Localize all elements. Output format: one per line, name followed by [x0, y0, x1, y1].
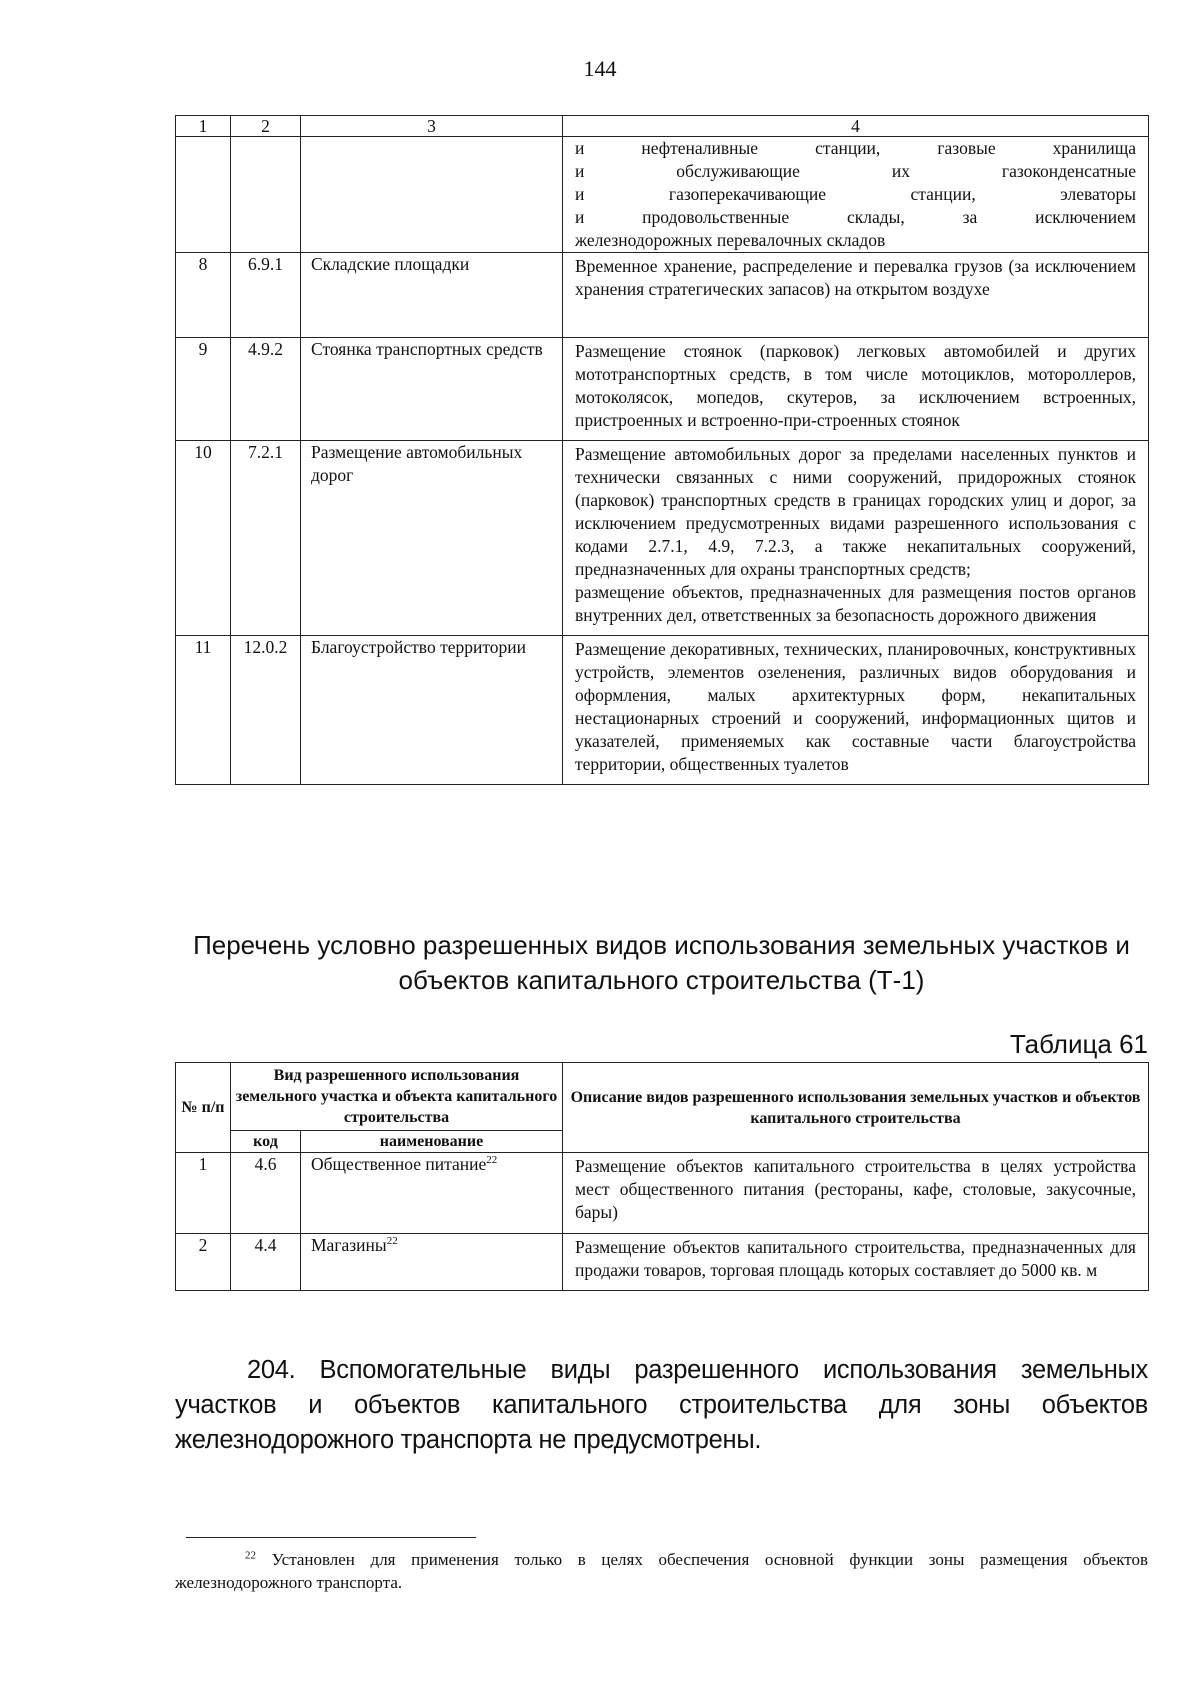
use-description: Размещение декоративных, технических, планировочных, конструктивных устройств, элементов озеленения, различных видов оборудования и оформления, малых архитектурных форм, некапитальных нестационарных строений и сооружений, информационных щитов и указателей, применяемых как составные части благоустройства территории, общественных туалетов: [563, 636, 1149, 785]
column-number: 1: [176, 116, 231, 137]
use-description: [563, 137, 1149, 253]
use-description: [563, 441, 1149, 636]
column-number: 3: [301, 116, 563, 137]
table-row: [176, 253, 1149, 338]
use-name: Складские площадки: [301, 253, 563, 338]
use-code: 12.0.2: [231, 636, 301, 785]
description-paragraph: Размещение автомобильных дорог за пределами населенных пунктов и технически связанных с ними сооружений, придорожных стоянок (парковок) транспортных средств в границах городских улиц и дорог, за исключением предусмотренных видами разрешенного использования с кодами 2.7.1, 4.9, 7.2.3, а также некапитальных сооружений, предназначенных для охраны транспортных средств;: [575, 444, 1136, 579]
header-description: Описание видов разрешенного использования земельных участков и объектов капитального строительства: [563, 1063, 1149, 1153]
use-name: [301, 137, 563, 253]
table-row: [176, 137, 1149, 253]
conditional-uses-table: [175, 1062, 1149, 1291]
use-code: 4.6: [231, 1153, 301, 1234]
header-code: код: [231, 1131, 301, 1153]
header-name: наименование: [301, 1131, 563, 1153]
table-row: [176, 636, 1149, 785]
use-description: Размещение объектов капитального строительства в целях устройства мест общественного питания (рестораны, кафе, столовые, закусочные, бары): [563, 1153, 1149, 1234]
description-line: и газоперекачивающие станции, элеваторы: [575, 184, 1136, 204]
description-line: и продовольственные склады, за исключением: [575, 207, 1136, 227]
table-row: [176, 338, 1149, 441]
use-description: Временное хранение, распределение и перевалка грузов (за исключением хранения стратегических запасов) на открытом воздухе: [563, 253, 1149, 338]
use-name: [301, 1234, 563, 1291]
use-code: 4.4: [231, 1234, 301, 1291]
use-code: 6.9.1: [231, 253, 301, 338]
row-number: 9: [176, 338, 231, 441]
footnote-text: Установлен для применения только в целях обеспечения основной функции зоны размещения объектов железнодорожного транспорта.: [175, 1550, 1148, 1592]
use-description: Размещение стоянок (парковок) легковых автомобилей и других мототранспортных средств, в том числе мотоциклов, мотороллеров, мотоколясок, мопедов, скутеров, за исключением встроенных, пристроенных и встроенно-при-строенных стоянок: [563, 338, 1149, 441]
page-number: 144: [583, 56, 617, 81]
row-number: 1: [176, 1153, 231, 1234]
table-row: [176, 1234, 1149, 1291]
row-number: [176, 137, 231, 253]
header-use-type: Вид разрешенного использования земельного участка и объекта капитального строительства: [231, 1063, 563, 1131]
description-paragraph: размещение объектов, предназначенных для размещения постов органов внутренних дел, ответственных за безопасность дорожного движения: [575, 582, 1136, 625]
section-title-line: Перечень условно разрешенных видов использования земельных участков и: [193, 930, 1130, 960]
table-row: [176, 441, 1149, 636]
description-line: и нефтеналивные станции, газовые хранилища: [575, 138, 1136, 158]
use-code: [231, 137, 301, 253]
paragraph-204: 204. Вспомогательные виды разрешенного использования земельных участков и объектов капитального строительства для зоны объектов железнодорожного транспорта не предусмотрены.: [175, 1356, 1148, 1454]
section-title-line: объектов капитального строительства (Т-1): [398, 965, 925, 995]
use-name: Стоянка транспортных средств: [301, 338, 563, 441]
description-line: железнодорожных перевалочных складов: [575, 230, 886, 250]
section-title: [175, 928, 1148, 998]
footnote-mark: 22: [245, 1549, 256, 1562]
row-number: 10: [176, 441, 231, 636]
use-name: Благоустройство территории: [301, 636, 563, 785]
column-number: 4: [563, 116, 1149, 137]
use-name-text: Магазины: [311, 1235, 387, 1255]
use-name-text: Общественное питание: [311, 1154, 487, 1174]
footnote-ref: 22: [486, 1154, 498, 1167]
table-caption: Таблица 61: [1009, 1029, 1148, 1059]
header-number: № п/п: [176, 1063, 231, 1153]
footnote-divider: [186, 1537, 476, 1538]
permitted-uses-table-continued: [175, 115, 1149, 785]
use-name: Размещение автомобильных дорог: [301, 441, 563, 636]
use-code: 7.2.1: [231, 441, 301, 636]
row-number: 8: [176, 253, 231, 338]
footnote-ref: 22: [386, 1235, 398, 1248]
table-row: [176, 1153, 1149, 1234]
row-number: 11: [176, 636, 231, 785]
row-number: 2: [176, 1234, 231, 1291]
column-number-row: [176, 116, 1149, 137]
footnote: [175, 1548, 1148, 1594]
use-description: Размещение объектов капитального строительства, предназначенных для продажи товаров, торговая площадь которых составляет до 5000 кв. м: [563, 1234, 1149, 1291]
use-code: 4.9.2: [231, 338, 301, 441]
description-line: и обслуживающие их газоконденсатные: [575, 161, 1136, 181]
header-row: [176, 1063, 1149, 1131]
column-number: 2: [231, 116, 301, 137]
use-name: [301, 1153, 563, 1234]
